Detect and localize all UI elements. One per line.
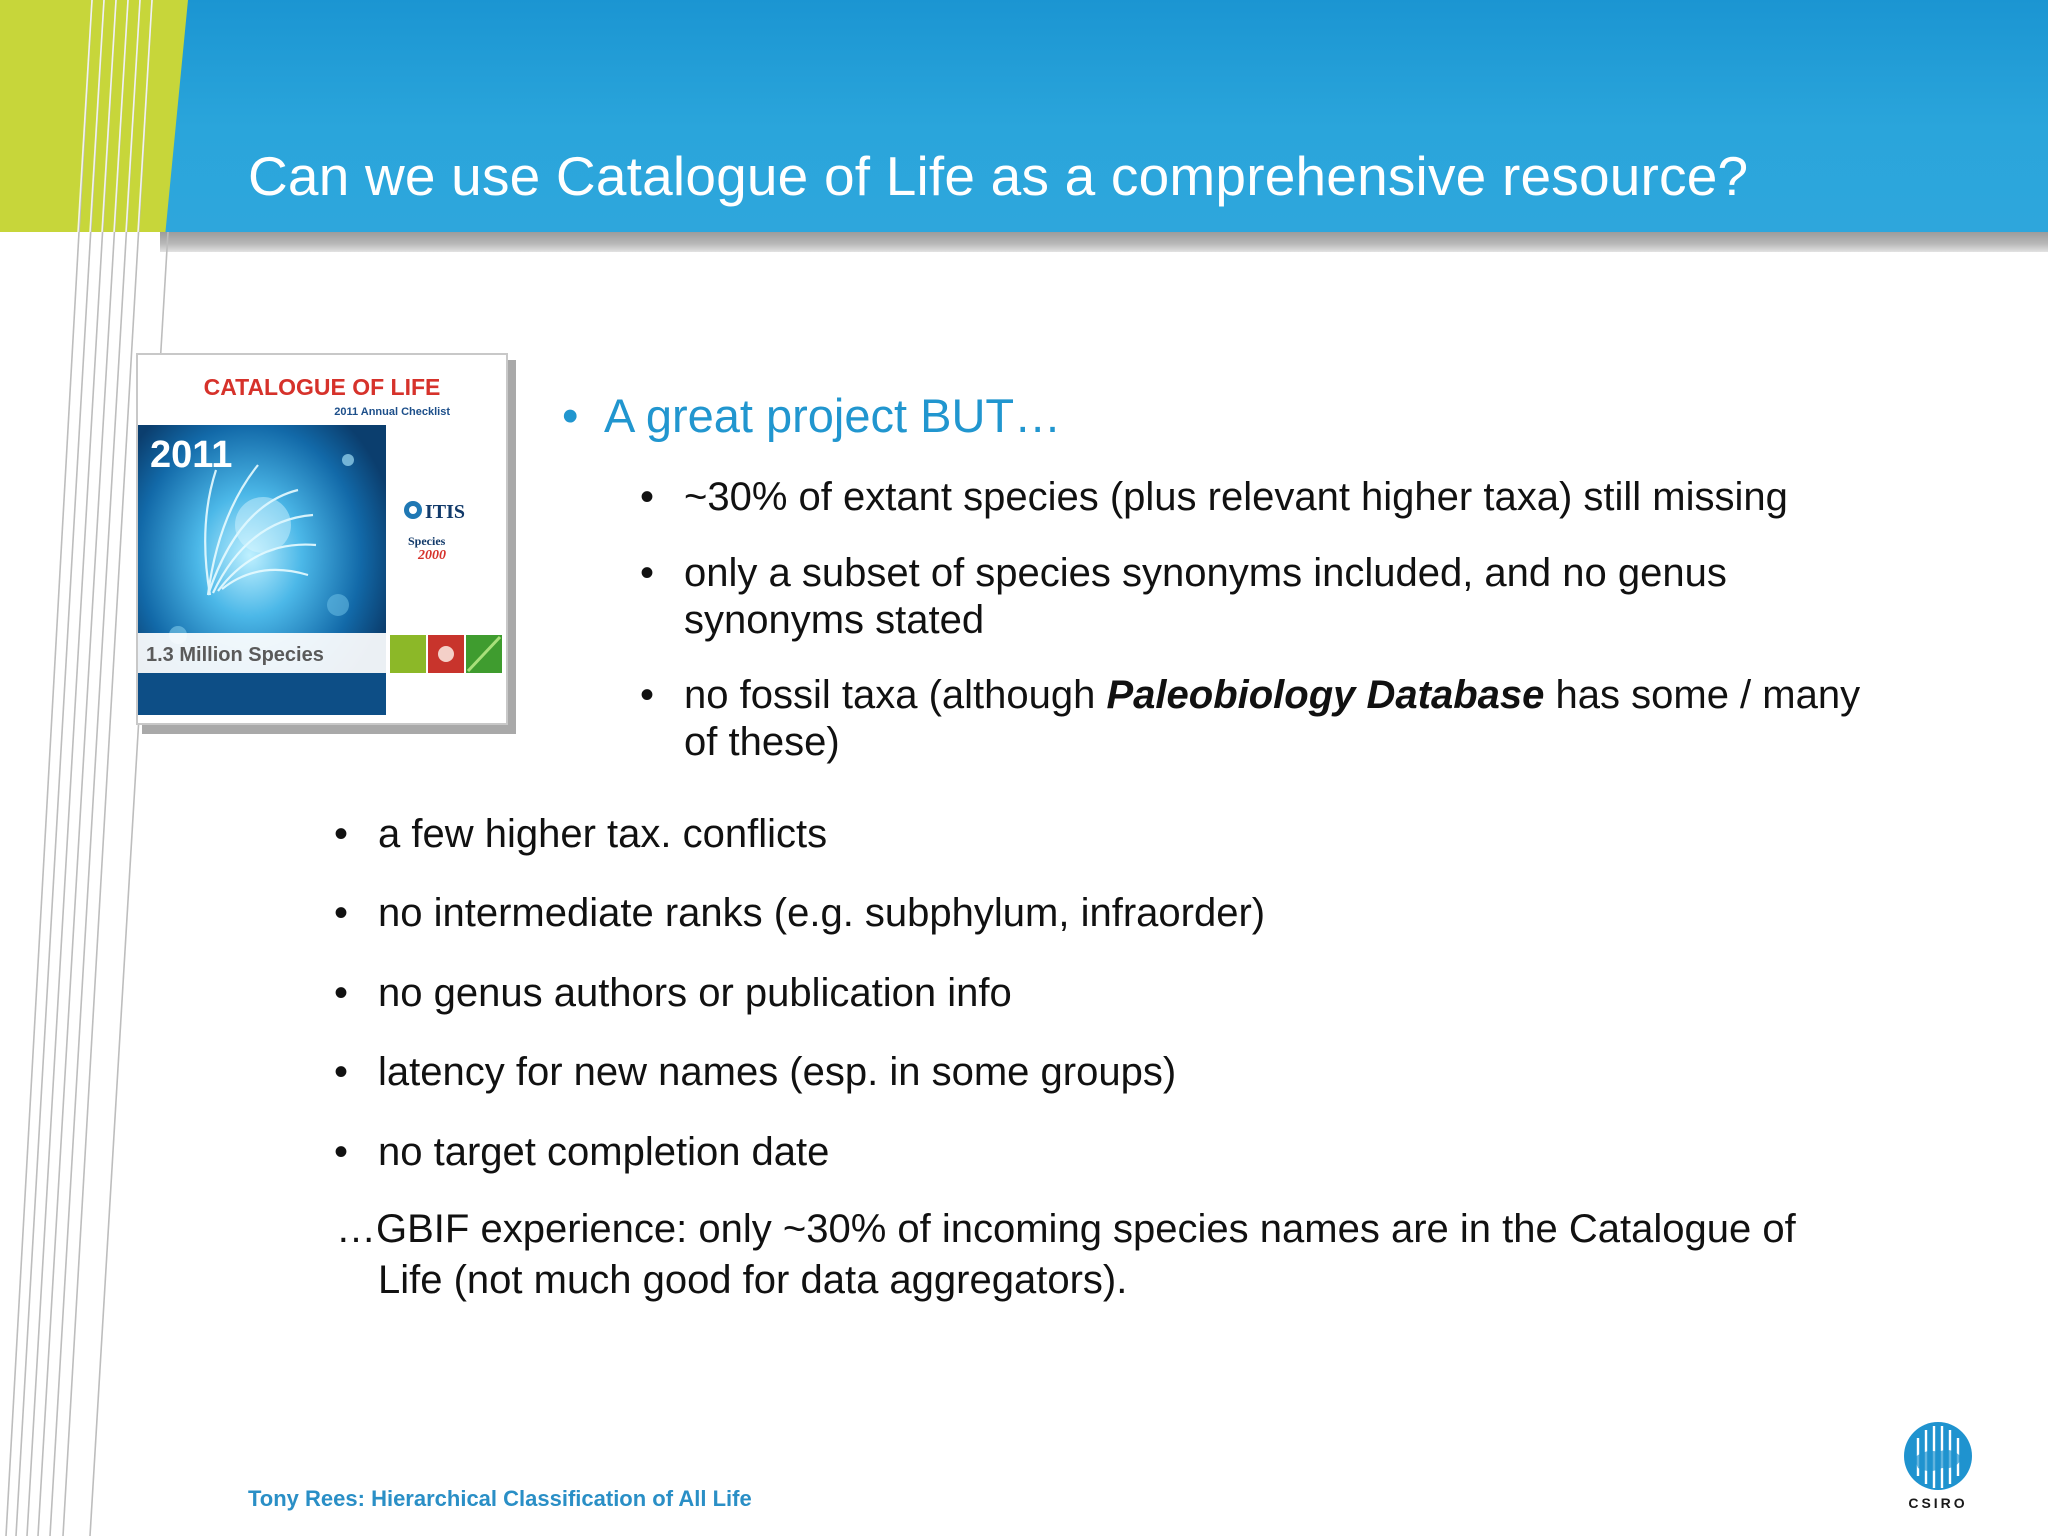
gbif-line-1: …GBIF experience: only ~30% of incoming species names are in the Catalogue of (336, 1207, 1796, 1251)
sub-bullet-synonyms (640, 550, 1840, 644)
main-bullet-marker: • (334, 1050, 349, 1094)
footer-credit: Tony Rees: Hierarchical Classification of All Life (248, 1486, 752, 1511)
gbif-line-2: Life (not much good for data aggregators). (378, 1258, 1128, 1302)
species2000-label-b: 2000 (418, 548, 446, 563)
cover-species-count: 1.3 Million Species (146, 644, 324, 666)
lead-bullet-text: A great project BUT… (604, 389, 1062, 442)
sub-bullet-marker: • (640, 551, 655, 595)
main-bullet-marker: • (334, 812, 349, 856)
sub-bullet-fossil (640, 672, 1900, 766)
main-bullet-text: no target completion date (378, 1130, 830, 1174)
lead-bullet (562, 388, 1061, 443)
fossil-text-before: no fossil taxa (although (684, 673, 1107, 717)
sub-bullet-marker: • (640, 673, 655, 717)
main-bullet-text: a few higher tax. conflicts (378, 812, 828, 856)
sub-bullet-marker: • (640, 475, 655, 519)
sub-bullet-text: ~30% of extant species (plus relevant higher taxa) still missing (684, 475, 1788, 519)
main-bullet-text: latency for new names (esp. in some groups) (378, 1050, 1177, 1094)
main-bullet-authors (334, 971, 1012, 1016)
cover-title: CATALOGUE OF LIFE (203, 374, 441, 400)
main-bullet-latency (334, 1050, 1176, 1095)
itis-label: ITIS (425, 501, 466, 523)
cover-subtitle: 2011 Annual Checklist (334, 406, 450, 418)
sub-bullet-text (640, 672, 1900, 766)
fossil-text-after: has some / many of these) (684, 673, 1861, 764)
sub-bullet-text: only a subset of species synonyms included, and no genus synonyms stated (684, 551, 1727, 642)
csiro-logo-label: CSIRO (1908, 1495, 1968, 1511)
species2000-label-a: Species (408, 534, 446, 548)
lead-bullet-marker: • (562, 389, 579, 442)
header-shadow-bar (160, 232, 2048, 252)
sub-bullet-missing (640, 474, 1900, 521)
main-bullet-marker: • (334, 1130, 349, 1174)
main-bullet-marker: • (334, 891, 349, 935)
main-bullet-text: no genus authors or publication info (378, 971, 1012, 1015)
csiro-logo-icon (1896, 1418, 1980, 1512)
decorative-stripes (0, 0, 220, 1536)
main-bullet-completion (334, 1130, 829, 1175)
main-bullet-marker: • (334, 971, 349, 1015)
main-bullet-ranks (334, 891, 1265, 936)
gbif-conclusion (336, 1204, 1956, 1306)
slide-title: Can we use Catalogue of Life as a comprehensive resource? (248, 145, 1749, 207)
cover-year: 2011 (150, 434, 233, 476)
paleobiology-database-emphasis: Paleobiology Database (1106, 673, 1545, 717)
main-bullet-text: no intermediate ranks (e.g. subphylum, infraorder) (378, 891, 1266, 935)
catalogue-cover-image (136, 353, 508, 725)
main-bullet-conflicts (334, 812, 827, 857)
